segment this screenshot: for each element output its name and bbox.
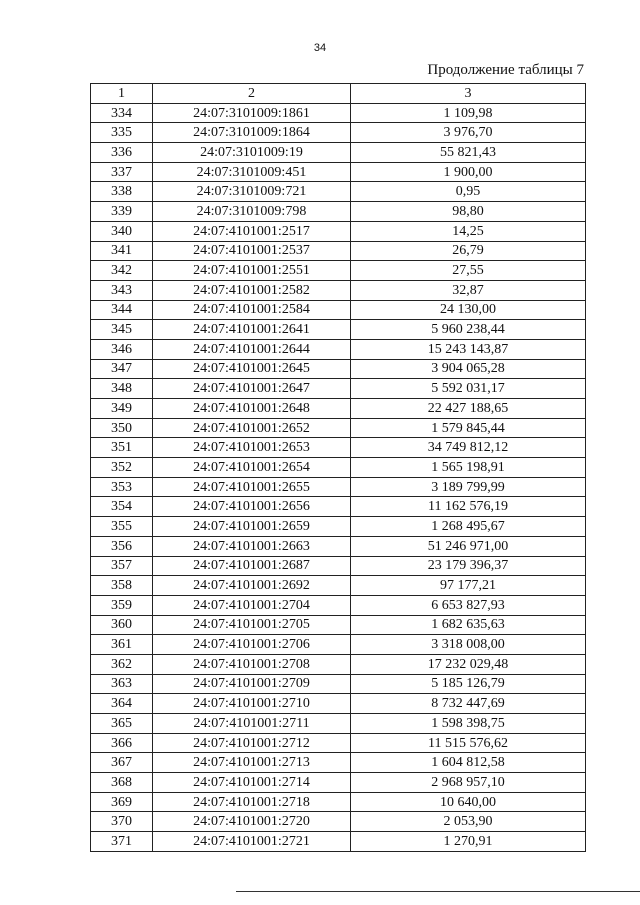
cadastral-number-cell: 24:07:4101001:2708 [153, 654, 351, 674]
value-cell: 3 318 008,00 [351, 635, 586, 655]
row-number-cell: 334 [91, 103, 153, 123]
table-row [91, 280, 586, 300]
value-cell: 55 821,43 [351, 143, 586, 163]
table-row [91, 576, 586, 596]
table-row [91, 103, 586, 123]
cadastral-number-cell: 24:07:4101001:2663 [153, 536, 351, 556]
table-row [91, 654, 586, 674]
value-cell: 3 189 799,99 [351, 477, 586, 497]
cadastral-number-cell: 24:07:4101001:2653 [153, 438, 351, 458]
table-row [91, 300, 586, 320]
value-cell: 14,25 [351, 221, 586, 241]
value-cell: 2 968 957,10 [351, 773, 586, 793]
cadastral-number-cell: 24:07:4101001:2709 [153, 674, 351, 694]
header-col-3: 3 [351, 84, 586, 104]
value-cell: 11 515 576,62 [351, 733, 586, 753]
value-cell: 1 565 198,91 [351, 458, 586, 478]
value-cell: 5 592 031,17 [351, 379, 586, 399]
table-row [91, 536, 586, 556]
value-cell: 97 177,21 [351, 576, 586, 596]
row-number-cell: 352 [91, 458, 153, 478]
value-cell: 1 268 495,67 [351, 517, 586, 537]
header-row [91, 84, 586, 104]
table-row [91, 812, 586, 832]
table-caption: Продолжение таблицы 7 [427, 62, 584, 78]
cadastral-number-cell: 24:07:4101001:2644 [153, 339, 351, 359]
value-cell: 1 109,98 [351, 103, 586, 123]
table-row [91, 595, 586, 615]
value-cell: 0,95 [351, 182, 586, 202]
value-cell: 8 732 447,69 [351, 694, 586, 714]
value-cell: 10 640,00 [351, 792, 586, 812]
value-cell: 24 130,00 [351, 300, 586, 320]
cadastral-number-cell: 24:07:4101001:2692 [153, 576, 351, 596]
table-row [91, 635, 586, 655]
row-number-cell: 359 [91, 595, 153, 615]
value-cell: 26,79 [351, 241, 586, 261]
value-cell: 1 682 635,63 [351, 615, 586, 635]
row-number-cell: 369 [91, 792, 153, 812]
table-row [91, 320, 586, 340]
value-cell: 15 243 143,87 [351, 339, 586, 359]
table-row [91, 438, 586, 458]
page-number: 34 [313, 42, 327, 54]
value-cell: 3 904 065,28 [351, 359, 586, 379]
row-number-cell: 336 [91, 143, 153, 163]
table-row [91, 221, 586, 241]
table-row [91, 714, 586, 734]
cadastral-number-cell: 24:07:4101001:2647 [153, 379, 351, 399]
row-number-cell: 347 [91, 359, 153, 379]
cadastral-number-cell: 24:07:4101001:2551 [153, 261, 351, 281]
cadastral-number-cell: 24:07:4101001:2718 [153, 792, 351, 812]
data-table [90, 83, 586, 852]
table-row [91, 379, 586, 399]
cadastral-number-cell: 24:07:4101001:2654 [153, 458, 351, 478]
table-row [91, 162, 586, 182]
row-number-cell: 356 [91, 536, 153, 556]
cadastral-number-cell: 24:07:4101001:2648 [153, 399, 351, 419]
table-row [91, 339, 586, 359]
cadastral-number-cell: 24:07:4101001:2655 [153, 477, 351, 497]
value-cell: 32,87 [351, 280, 586, 300]
table-row [91, 477, 586, 497]
row-number-cell: 366 [91, 733, 153, 753]
table-body [91, 103, 586, 851]
cadastral-number-cell: 24:07:4101001:2712 [153, 733, 351, 753]
cadastral-number-cell: 24:07:4101001:2641 [153, 320, 351, 340]
row-number-cell: 338 [91, 182, 153, 202]
table-row [91, 497, 586, 517]
row-number-cell: 368 [91, 773, 153, 793]
value-cell: 17 232 029,48 [351, 654, 586, 674]
cadastral-number-cell: 24:07:4101001:2721 [153, 832, 351, 852]
table-row [91, 517, 586, 537]
footer-divider [236, 891, 640, 892]
value-cell: 34 749 812,12 [351, 438, 586, 458]
cadastral-number-cell: 24:07:4101001:2537 [153, 241, 351, 261]
row-number-cell: 365 [91, 714, 153, 734]
cadastral-number-cell: 24:07:4101001:2656 [153, 497, 351, 517]
cadastral-number-cell: 24:07:4101001:2705 [153, 615, 351, 635]
value-cell: 6 653 827,93 [351, 595, 586, 615]
value-cell: 23 179 396,37 [351, 556, 586, 576]
value-cell: 1 604 812,58 [351, 753, 586, 773]
cadastral-number-cell: 24:07:4101001:2713 [153, 753, 351, 773]
row-number-cell: 348 [91, 379, 153, 399]
value-cell: 1 270,91 [351, 832, 586, 852]
row-number-cell: 355 [91, 517, 153, 537]
value-cell: 3 976,70 [351, 123, 586, 143]
cadastral-number-cell: 24:07:4101001:2659 [153, 517, 351, 537]
cadastral-number-cell: 24:07:3101009:721 [153, 182, 351, 202]
row-number-cell: 340 [91, 221, 153, 241]
table-row [91, 418, 586, 438]
row-number-cell: 361 [91, 635, 153, 655]
table-row [91, 123, 586, 143]
cadastral-number-cell: 24:07:4101001:2584 [153, 300, 351, 320]
cadastral-number-cell: 24:07:3101009:451 [153, 162, 351, 182]
table-row [91, 753, 586, 773]
cadastral-number-cell: 24:07:4101001:2714 [153, 773, 351, 793]
row-number-cell: 346 [91, 339, 153, 359]
cadastral-number-cell: 24:07:4101001:2645 [153, 359, 351, 379]
row-number-cell: 363 [91, 674, 153, 694]
cadastral-number-cell: 24:07:3101009:1861 [153, 103, 351, 123]
row-number-cell: 342 [91, 261, 153, 281]
table-row [91, 792, 586, 812]
table-row [91, 261, 586, 281]
row-number-cell: 358 [91, 576, 153, 596]
cadastral-number-cell: 24:07:4101001:2687 [153, 556, 351, 576]
cadastral-number-cell: 24:07:4101001:2517 [153, 221, 351, 241]
header-col-2: 2 [153, 84, 351, 104]
row-number-cell: 350 [91, 418, 153, 438]
value-cell: 5 185 126,79 [351, 674, 586, 694]
table-row [91, 182, 586, 202]
row-number-cell: 362 [91, 654, 153, 674]
row-number-cell: 354 [91, 497, 153, 517]
table-row [91, 241, 586, 261]
value-cell: 5 960 238,44 [351, 320, 586, 340]
table-row [91, 694, 586, 714]
cadastral-number-cell: 24:07:3101009:798 [153, 202, 351, 222]
value-cell: 2 053,90 [351, 812, 586, 832]
row-number-cell: 360 [91, 615, 153, 635]
cadastral-number-cell: 24:07:4101001:2704 [153, 595, 351, 615]
table-row [91, 832, 586, 852]
value-cell: 1 579 845,44 [351, 418, 586, 438]
row-number-cell: 364 [91, 694, 153, 714]
row-number-cell: 335 [91, 123, 153, 143]
row-number-cell: 345 [91, 320, 153, 340]
header-col-1: 1 [91, 84, 153, 104]
row-number-cell: 351 [91, 438, 153, 458]
row-number-cell: 367 [91, 753, 153, 773]
table-row [91, 674, 586, 694]
table-row [91, 202, 586, 222]
table-row [91, 399, 586, 419]
row-number-cell: 343 [91, 280, 153, 300]
row-number-cell: 371 [91, 832, 153, 852]
row-number-cell: 349 [91, 399, 153, 419]
table-row [91, 556, 586, 576]
value-cell: 27,55 [351, 261, 586, 281]
value-cell: 1 900,00 [351, 162, 586, 182]
row-number-cell: 344 [91, 300, 153, 320]
table-row [91, 143, 586, 163]
table-header [91, 84, 586, 104]
cadastral-number-cell: 24:07:4101001:2582 [153, 280, 351, 300]
row-number-cell: 337 [91, 162, 153, 182]
table-row [91, 458, 586, 478]
row-number-cell: 353 [91, 477, 153, 497]
value-cell: 22 427 188,65 [351, 399, 586, 419]
value-cell: 11 162 576,19 [351, 497, 586, 517]
cadastral-number-cell: 24:07:3101009:1864 [153, 123, 351, 143]
table-row [91, 359, 586, 379]
row-number-cell: 370 [91, 812, 153, 832]
value-cell: 51 246 971,00 [351, 536, 586, 556]
cadastral-number-cell: 24:07:4101001:2720 [153, 812, 351, 832]
cadastral-number-cell: 24:07:4101001:2652 [153, 418, 351, 438]
row-number-cell: 339 [91, 202, 153, 222]
row-number-cell: 357 [91, 556, 153, 576]
cadastral-number-cell: 24:07:4101001:2706 [153, 635, 351, 655]
value-cell: 1 598 398,75 [351, 714, 586, 734]
cadastral-number-cell: 24:07:3101009:19 [153, 143, 351, 163]
table-row [91, 733, 586, 753]
table-row [91, 773, 586, 793]
row-number-cell: 341 [91, 241, 153, 261]
cadastral-number-cell: 24:07:4101001:2711 [153, 714, 351, 734]
cadastral-number-cell: 24:07:4101001:2710 [153, 694, 351, 714]
value-cell: 98,80 [351, 202, 586, 222]
table-row [91, 615, 586, 635]
